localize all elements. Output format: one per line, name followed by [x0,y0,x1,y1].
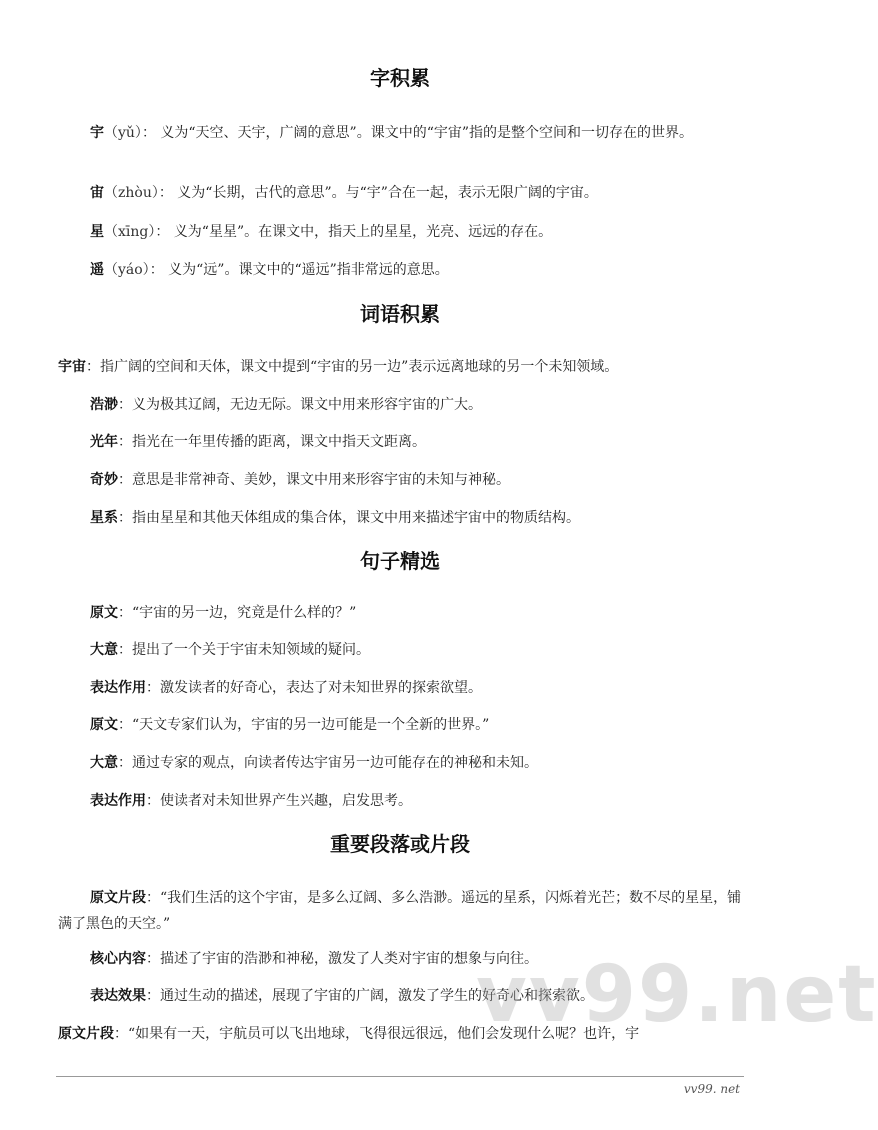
footer-divider [56,1076,744,1077]
entry-term: 光年 [90,434,118,450]
entry-text: 通过专家的观点，向读者传达宇宙另一边可能存在的神秘和未知。 [132,755,538,771]
paragraph-entry [58,885,742,937]
entry-text: 义为“星星”。在课文中，指天上的星星，光亮、远远的存在。 [173,224,553,240]
word-entry [58,354,742,380]
entry-text: 义为极其辽阔，无边无际。课文中用来形容宇宙的广大。 [132,397,482,413]
entry-text: 提出了一个关于宇宙未知领域的疑问。 [132,642,370,658]
word-entry [90,505,742,531]
paragraph-entry [90,983,742,1009]
entry-term: 原文 [90,717,118,733]
entry-text: 描述了宇宙的浩渺和神秘，激发了人类对宇宙的想象与向往。 [160,951,538,967]
section-title-char: 字积累 [370,66,430,90]
entry-pinyin: （yǔ） [104,125,142,141]
paragraph-entry [90,946,742,972]
entry-text: 义为“长期，古代的意思”。与“宇”合在一起，表示无限广阔的宇宙。 [177,185,598,201]
entry-separator: ： [146,890,160,906]
entry-separator: ： [158,185,178,201]
entry-separator: ： [118,434,132,450]
sentence-entry [90,675,742,701]
entry-term: 宙 [90,185,104,201]
entry-text: “宇宙的另一边，究竟是什么样的？” [132,605,357,621]
entry-term: 核心内容 [90,951,146,967]
entry-separator: ： [118,397,132,413]
char-entry-xing [90,219,742,245]
section-title-paragraphs: 重要段落或片段 [330,832,470,856]
entry-separator: ： [155,224,174,240]
watermark: vv99.net [476,950,878,1040]
entry-separator: ： [118,755,132,771]
entry-term: 原文片段 [90,890,146,906]
footer-site: vv99. net [683,1082,740,1096]
entry-text: 指广阔的空间和天体，课文中提到“宇宙的另一边”表示远离地球的另一个未知领域。 [100,359,619,375]
entry-separator: ： [118,717,132,733]
entry-text: 指由星星和其他天体组成的集合体，课文中用来描述宇宙中的物质结构。 [132,510,580,526]
entry-term: 宇 [90,125,104,141]
sentence-entry [90,600,742,626]
entry-term: 大意 [90,755,118,771]
entry-separator: ： [118,472,132,488]
entry-separator: ： [118,605,132,621]
entry-term: 遥 [90,262,104,278]
entry-term: 星 [90,224,104,240]
entry-separator: ： [146,793,160,809]
entry-pinyin: （xīng） [104,224,156,240]
char-entry-zhou [90,180,742,206]
entry-separator: ： [118,642,132,658]
entry-text: 使读者对未知世界产生兴趣，启发思考。 [160,793,412,809]
entry-term: 大意 [90,642,118,658]
entry-separator: ： [146,988,160,1004]
entry-separator: ： [146,680,160,696]
entry-separator: ： [146,951,160,967]
section-title-words: 词语积累 [360,302,440,326]
paragraph-entry [58,1021,742,1047]
entry-term: 宇宙 [58,359,86,375]
section-title-sentences: 句子精选 [360,549,440,573]
sentence-entry [90,788,742,814]
char-entry-yao [90,257,742,283]
entry-term: 原文 [90,605,118,621]
entry-text: 激发读者的好奇心，表达了对未知世界的探索欲望。 [160,680,482,696]
entry-text: 义为“天空、天宇，广阔的意思”。课文中的“宇宙”指的是整个空间和一切存在的世界。 [160,125,694,141]
char-entry-yu [58,120,742,146]
entry-term: 原文片段 [58,1026,114,1042]
entry-term: 表达效果 [90,988,146,1004]
word-entry [90,467,742,493]
entry-separator: ： [149,262,169,278]
word-entry [90,429,742,455]
sentence-entry [90,712,742,738]
sentence-entry [90,637,742,663]
entry-separator: ： [118,510,132,526]
entry-term: 浩渺 [90,397,118,413]
entry-text: 意思是非常神奇、美妙，课文中用来形容宇宙的未知与神秘。 [132,472,510,488]
entry-text: 通过生动的描述，展现了宇宙的广阔，激发了学生的好奇心和探索欲。 [160,988,594,1004]
word-entry [90,392,742,418]
entry-separator: ： [86,359,100,375]
entry-pinyin: （yáo） [104,262,150,278]
entry-text: “如果有一天，宇航员可以飞出地球，飞得很远很远，他们会发现什么呢？也许，宇 [128,1026,640,1042]
entry-text: “天文专家们认为，宇宙的另一边可能是一个全新的世界。” [132,717,490,733]
sentence-entry [90,750,742,776]
entry-term: 表达作用 [90,793,146,809]
entry-term: 表达作用 [90,680,146,696]
entry-text: “我们生活的这个宇宙，是多么辽阔、多么浩渺。遥远的星系，闪烁着光芒；数不尽的星星，铺满了黑色的天空。” [58,890,742,932]
entry-separator: ： [114,1026,128,1042]
entry-pinyin: （zhòu） [104,185,159,201]
entry-text: 义为“远”。课文中的“遥远”指非常远的意思。 [168,262,449,278]
entry-term: 奇妙 [90,472,118,488]
entry-text: 指光在一年里传播的距离，课文中指天文距离。 [132,434,426,450]
entry-separator: ： [141,125,161,141]
entry-term: 星系 [90,510,118,526]
